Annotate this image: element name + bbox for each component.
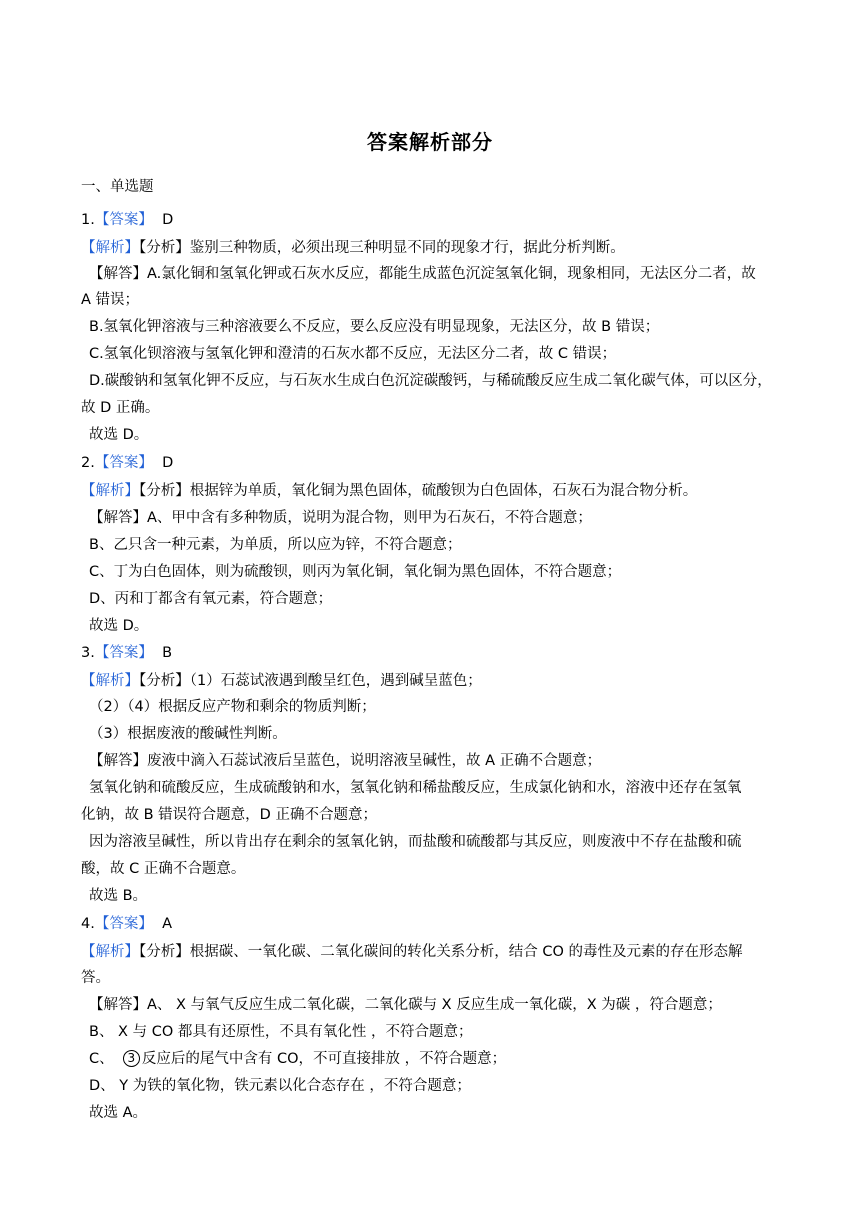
q3-line-4: 【解答】废液中滴入石蕊试液后呈蓝色，说明溶液呈碱性，故 A 正确不合题意； (89, 753, 602, 769)
q2-analysis-label: 【解析】 (81, 483, 139, 499)
q1-line-8: 故选 D。 (89, 427, 149, 443)
q3-line-3: （3）根据废液的酸碱性判断。 (89, 726, 287, 742)
q1-answer-label: 【答案】 (94, 212, 153, 228)
q2-line-6: 故选 D。 (89, 618, 149, 634)
q4-line-1: 【分析】根据碳、一氧化碳、二氧化碳间的转化关系分析，结合 CO 的毒性及元素的存在形态解 (139, 944, 743, 960)
q3-line-7: 因为溶液呈碱性，所以肯出存在剩余的氢氧化钠，而盐酸和硫酸都与其反应，则废液中不存在盐酸和硫 (89, 834, 742, 850)
q1-line-6: D.碳酸钠和氢氧化钾不反应，与石灰水生成白色沉淀碳酸钙，与稀硫酸反应生成二氧化碳气体，可以区分， (89, 373, 772, 389)
q1-line-5: C.氢氧化钡溶液与氢氧化钾和澄清的石灰水都不反应，无法区分二者，故 C 错误； (89, 346, 617, 362)
q3-line-9: 故选 B。 (89, 888, 148, 904)
section-heading: 一、单选题 (81, 179, 154, 195)
q4-option-c-prefix: C、 (89, 1051, 114, 1067)
q3-analysis-label: 【解析】 (81, 673, 139, 689)
q4-line-2: 答。 (81, 970, 110, 986)
q1-analysis-label: 【解析】 (81, 240, 139, 256)
q4-line-4: B、 X 与 CO 都具有还原性，不具有氧化性 ，不符合题意； (89, 1024, 473, 1040)
q4-answer-value: A (162, 916, 172, 932)
q1-answer-value: D (162, 212, 174, 228)
q1-line-4: B.氢氧化钾溶液与三种溶液要么不反应，要么反应没有明显现象，无法区分，故 B 错误； (89, 319, 660, 335)
q3-line-1: 【分析】（1）石蕊试液遇到酸呈红色，遇到碱呈蓝色； (139, 673, 482, 689)
q3-line-8: 酸，故 C 正确不合题意。 (81, 861, 246, 877)
q1-line-7: 故 D 正确。 (81, 400, 160, 416)
q2-line-3: B、乙只含一种元素，为单质，所以应为锌，不符合题意； (89, 537, 462, 553)
q2-line-2: 【解答】A、甲中含有多种物质，说明为混合物，则甲为石灰石，不符合题意； (89, 510, 592, 526)
q4-answer-label: 【答案】 (94, 916, 153, 932)
q4-answer-line (81, 914, 781, 934)
q3-number: 3. (81, 645, 95, 661)
q3-line-6: 化钠，故 B 错误符合题意，D 正确不合题意； (81, 807, 377, 823)
q4-line-6: D、 Y 为铁的氧化物，铁元素以化合态存在 ，不符合题意； (89, 1078, 471, 1094)
q1-answer-line (81, 210, 781, 230)
q3-answer-label: 【答案】 (94, 645, 153, 661)
q4-line-3: 【解答】A、 X 与氧气反应生成二氧化碳，二氧化碳与 X 反应生成一氧化碳，X 为碳 ，符合题意； (89, 997, 722, 1013)
q2-line-5: D、丙和丁都含有氧元素，符合题意； (89, 591, 333, 607)
q4-analysis-line (81, 942, 781, 962)
q4-line-5 (81, 1049, 789, 1069)
q2-line-4: C、丁为白色固体，则为硫酸钡，则丙为氧化铜，氧化铜为黑色固体，不符合题意； (89, 564, 622, 580)
circled-number: 3 (123, 1050, 140, 1067)
q4-line-7: 故选 A。 (89, 1105, 148, 1121)
q1-line-2: 【解答】A.氯化铜和氢氧化钾或石灰水反应，都能生成蓝色沉淀氢氧化铜，现象相同，无法区分二者，故 (89, 266, 756, 282)
q2-line-1: 【分析】根据锌为单质，氧化铜为黑色固体，硫酸钡为白色固体，石灰石为混合物分析。 (139, 483, 698, 499)
q4-analysis-label: 【解析】 (81, 944, 139, 960)
page-title: 答案解析部分 (367, 130, 493, 154)
q3-analysis-line (81, 671, 781, 691)
q1-number: 1. (81, 212, 95, 228)
q2-answer-value: D (162, 455, 174, 471)
q3-line-5: 氢氧化钠和硫酸反应，生成硫酸钠和水，氢氧化钠和稀盐酸反应，生成氯化钠和水，溶液中还存在氢氧 (89, 780, 742, 796)
q4-option-c-text: 反应后的尾气中含有 CO，不可直接排放 ，不符合题意； (141, 1051, 507, 1067)
q1-analysis-line (81, 238, 781, 258)
q4-number: 4. (81, 916, 95, 932)
q3-line-2: （2）（4）根据反应产物和剩余的物质判断； (89, 699, 376, 715)
q1-line-3: A 错误； (81, 292, 140, 308)
q1-line-1: 【分析】鉴别三种物质，必须出现三种明显不同的现象才行，据此分析判断。 (139, 240, 625, 256)
q3-answer-value: B (162, 645, 173, 661)
q2-answer-label: 【答案】 (94, 455, 153, 471)
q2-analysis-line (81, 481, 781, 501)
q3-answer-line (81, 643, 781, 663)
q2-answer-line (81, 453, 781, 473)
q2-number: 2. (81, 455, 95, 471)
